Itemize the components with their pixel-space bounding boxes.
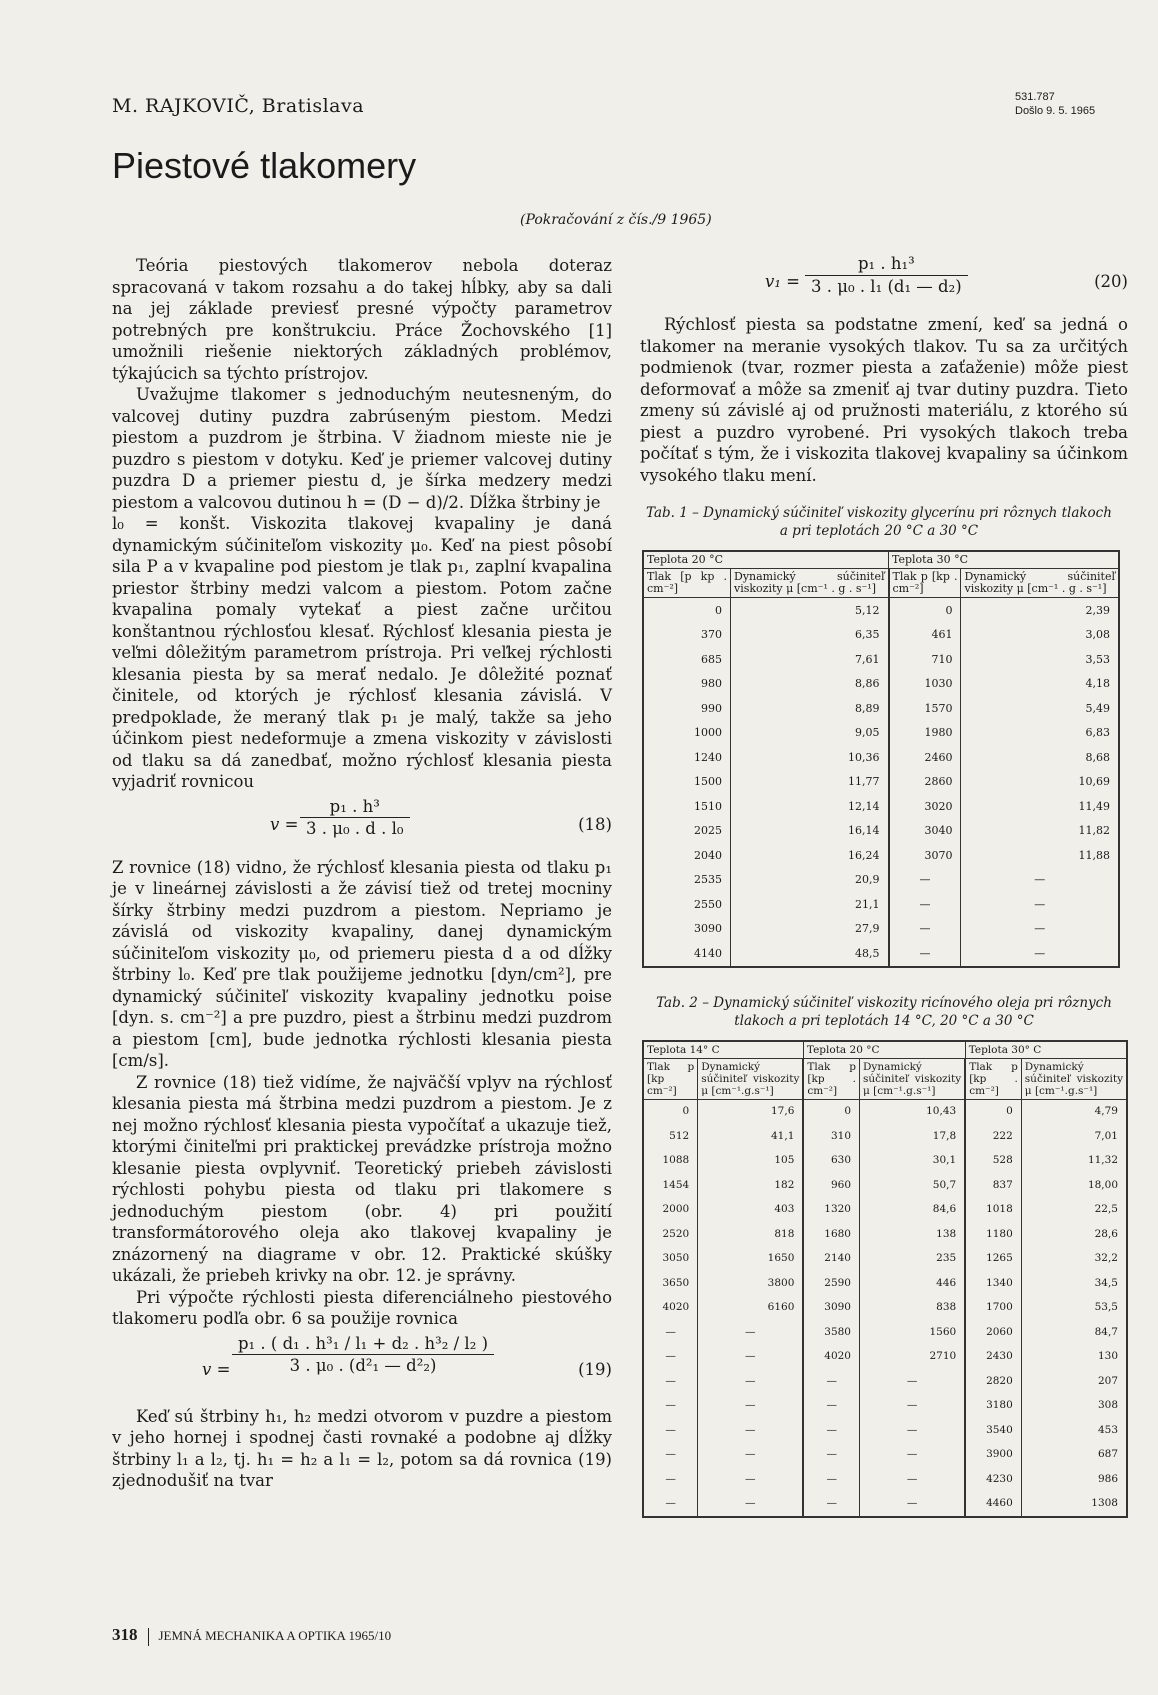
table-cell: 837	[965, 1173, 1021, 1198]
table-cell: 138	[860, 1222, 966, 1247]
table-cell: 2025	[643, 819, 731, 844]
table-cell: 960	[803, 1173, 859, 1198]
table-cell: —	[643, 1492, 698, 1518]
table-cell: 3,08	[1085, 628, 1110, 641]
table-cell: —	[860, 1443, 966, 1468]
table-cell: 50,7	[860, 1173, 966, 1198]
eq20-denominator: 3 . μ₀ . l₁ (d₁ — d₂)	[805, 275, 968, 298]
table-cell: 1680	[803, 1222, 859, 1247]
table-cell: 1570	[889, 696, 961, 721]
eq20-number: (20)	[1094, 272, 1128, 291]
table-cell: —	[860, 1492, 966, 1518]
page-footer	[112, 1625, 391, 1646]
table-cell: 2430	[965, 1345, 1021, 1370]
table-cell: 20,9	[731, 868, 889, 893]
table-cell: 6,35	[731, 623, 889, 648]
table-cell: 235	[860, 1247, 966, 1272]
table-cell: 1018	[965, 1198, 1021, 1223]
table-cell: 4,79	[1094, 1105, 1118, 1117]
table-cell: 2460	[889, 745, 961, 770]
table-cell: 7,01	[1094, 1129, 1118, 1142]
table2	[642, 1040, 1128, 1519]
table-cell: —	[860, 1394, 966, 1419]
table-cell: 685	[643, 647, 731, 672]
table-cell: 207	[1097, 1374, 1118, 1387]
equation-18	[112, 796, 612, 854]
table-cell: —	[698, 1418, 804, 1443]
table-cell: 461	[889, 623, 961, 648]
table-cell: 17,6	[698, 1099, 804, 1124]
table-cell: —	[643, 1320, 698, 1345]
table-cell: 11,82	[1078, 824, 1110, 837]
table-cell: 8,86	[731, 672, 889, 697]
table-row	[643, 1198, 1127, 1223]
table-cell: 0	[803, 1099, 859, 1124]
table1-header-pressure-20: Tlak [p kp . cm⁻²]	[643, 569, 731, 598]
table-cell: —	[803, 1418, 859, 1443]
table-cell: 3040	[889, 819, 961, 844]
eq18-denominator: 3 . μ₀ . d . l₀	[300, 817, 410, 840]
table2-header-viscosity-30: Dynamický súčiniteľ viskozity μ [cm⁻¹.g.s⁻¹]	[1021, 1058, 1127, 1099]
eq20-numerator: p₁ . h₁³	[857, 254, 915, 273]
table-row	[643, 1345, 1127, 1370]
table-cell: 28,6	[1094, 1227, 1118, 1240]
table-cell: 0	[889, 598, 961, 623]
table-cell: —	[698, 1467, 804, 1492]
table-cell: —	[698, 1394, 804, 1419]
table-row	[643, 696, 1119, 721]
table1	[642, 550, 1120, 968]
table-cell: —	[860, 1369, 966, 1394]
table-cell: 5,12	[731, 598, 889, 623]
table-row	[643, 819, 1119, 844]
table-cell: 310	[803, 1124, 859, 1149]
table-cell: 1030	[889, 672, 961, 697]
table-cell: —	[698, 1369, 804, 1394]
continuation-note: (Pokračování z čís./9 1965)	[520, 212, 712, 228]
table-cell: 1240	[643, 745, 731, 770]
table-row	[643, 1467, 1127, 1492]
table-cell: 1308	[1091, 1497, 1118, 1509]
table-cell: —	[698, 1492, 804, 1518]
table-cell: 8,89	[731, 696, 889, 721]
table-cell: 3650	[643, 1271, 698, 1296]
table-cell: 1180	[965, 1222, 1021, 1247]
table-row	[643, 745, 1119, 770]
table-cell: —	[698, 1443, 804, 1468]
table-cell: 2040	[643, 843, 731, 868]
table-cell: 3090	[803, 1296, 859, 1321]
table-cell: 2000	[643, 1198, 698, 1223]
table1-header-viscosity-30: Dynamický súčiniteľ viskozity μ [cm⁻¹ . g . s⁻¹]	[961, 569, 1119, 598]
table-cell: 3090	[643, 917, 731, 942]
table-cell: 1454	[643, 1173, 698, 1198]
table-row	[643, 623, 1119, 648]
table-cell: 6,83	[1085, 726, 1110, 739]
table2-group-14c: Teplota 14° C	[643, 1041, 803, 1059]
equation-20	[640, 253, 1128, 311]
table2-caption: Tab. 2 – Dynamický súčiniteľ viskozity ricínového oleja pri rôznych tlakoch a pri teplotách 14 °C, 20 °C a 30 °C	[656, 994, 1112, 1029]
table-cell: —	[1034, 897, 1046, 911]
table-cell: 5,49	[1085, 701, 1110, 715]
paragraph-slit-influence: Z rovnice (18) tiež vidíme, že najväčší vplyv na rýchlosť klesania piesta má štrbina medzi puzdrom a piestom. Je z nej možno rýchlosť klesania piesta vypočítať a ukazuje tiež, ktorými činiteľmi pri praktickej prevádzke prístroja možno klesanie piesta ovplyvniť. Teoretický priebeh závislosti rýchlosti pohybu piesta od tlaku pri tlakomere s jednoduchým piestom (obr. 4) pri použití transformátorového oleja ako tlakovej kvapaliny je znázornený na diagrame v obr. 12. Praktické skúšky ukázali, že priebeh krivky na obr. 12. je správny.	[112, 1072, 612, 1285]
table-cell: 630	[803, 1149, 859, 1174]
table-cell: 0	[965, 1099, 1021, 1124]
author-line: M. RAJKOVIČ, Bratislava	[112, 95, 365, 117]
table1-header-viscosity-20: Dynamický súčiniteľ viskozity μ [cm⁻¹ . g . s⁻¹]	[731, 569, 889, 598]
table-cell: 2820	[965, 1369, 1021, 1394]
table-cell: 3,53	[1085, 652, 1110, 666]
table-cell: 818	[698, 1222, 804, 1247]
table-cell: 30,1	[860, 1149, 966, 1174]
paragraph-equal-slits: Keď sú štrbiny h₁, h₂ medzi otvorom v puzdre a piestom v jeho hornej i spodnej časti rovnaké a podobne aj dĺžky štrbiny l₁ a l₂, tj. h₁ = h₂ a l₁ = l₂, potom sa dá rovnica (19) zjednodušiť na tvar	[112, 1406, 612, 1490]
table-row	[643, 1173, 1127, 1198]
table-cell: 9,05	[731, 721, 889, 746]
table-cell: —	[643, 1345, 698, 1370]
table1-caption: Tab. 1 – Dynamický súčiniteľ viskozity glycerínu pri rôznych tlakoch a pri teplotách 20 °C a 30 °C	[646, 505, 1112, 539]
table1-body	[643, 598, 1119, 967]
table-cell: 16,14	[731, 819, 889, 844]
table-cell: 2535	[643, 868, 731, 893]
table-cell: 7,61	[731, 647, 889, 672]
table-row	[643, 1492, 1127, 1518]
eq19-fraction	[232, 1333, 494, 1377]
table-cell: 1000	[643, 721, 731, 746]
table2-body	[643, 1099, 1127, 1517]
table-cell: —	[698, 1345, 804, 1370]
table-row	[643, 1099, 1127, 1124]
table-row	[643, 892, 1119, 917]
table-cell: —	[889, 917, 961, 942]
table-cell: 11,32	[1087, 1154, 1118, 1166]
table-cell: 32,2	[1094, 1252, 1118, 1264]
table-cell: 1980	[889, 721, 961, 746]
table-cell: 1320	[803, 1198, 859, 1223]
eq20-lhs: v₁ =	[765, 272, 801, 291]
table-cell: 10,69	[1078, 775, 1110, 788]
table-cell: 0	[643, 598, 731, 623]
table-cell: 22,5	[1094, 1203, 1118, 1215]
table-cell: 130	[1097, 1350, 1118, 1362]
table-cell: 3070	[889, 843, 961, 868]
table-cell: —	[860, 1467, 966, 1492]
table2-header-pressure-20: Tlak p [kp . cm⁻²]	[803, 1058, 859, 1099]
eq18-numerator: p₁ . h³	[329, 796, 380, 816]
table-cell: 0	[643, 1099, 698, 1124]
table-cell: 453	[1097, 1423, 1118, 1436]
table-cell: —	[698, 1320, 804, 1345]
table-cell: 1700	[965, 1296, 1021, 1321]
table-row	[643, 1247, 1127, 1272]
table-cell: 990	[643, 696, 731, 721]
table-cell: —	[643, 1467, 698, 1492]
table-cell: 4460	[965, 1492, 1021, 1518]
article-meta	[1015, 90, 1095, 118]
table-cell: —	[1034, 922, 1046, 935]
table-cell: —	[643, 1394, 698, 1419]
article-title: Piestové tlakomery	[112, 145, 417, 186]
table-cell: 308	[1097, 1399, 1118, 1411]
table-cell: 4,18	[1085, 677, 1110, 690]
table-cell: 16,24	[731, 843, 889, 868]
table-cell: 48,5	[731, 941, 889, 967]
table-cell: 21,1	[731, 892, 889, 917]
table-cell: —	[803, 1394, 859, 1419]
journal-name: JEMNÁ MECHANIKA A OPTIKA 1965/10	[158, 1628, 392, 1643]
table-cell: 2,39	[1085, 603, 1110, 617]
eq18-lhs: v =	[270, 814, 299, 834]
table-cell: 4020	[643, 1296, 698, 1321]
table-cell: 1560	[860, 1320, 966, 1345]
paragraph-high-pressure: Rýchlosť piesta sa podstatne zmení, keď sa jedná o tlakomer na meranie vysokých tlakov. Tu sa za určitých podmienok (tvar, rozmer piesta a zaťaženie) môže piest deformovať a môže sa zmeniť aj tvar dutiny puzdra. Tieto zmeny sú závislé aj od pružnosti materiálu, z ktorého sú piest a puzdro vyrobené. Pri vysokých tlakoch treba počítať s tým, že i viskozita tlakovej kvapaliny sa účinkom vysokého tlaku mení.	[640, 315, 1128, 485]
table-cell: —	[803, 1492, 859, 1518]
table2-header-viscosity-20: Dynamický súčiniteľ viskozity μ [cm⁻¹.g.s⁻¹]	[860, 1058, 966, 1099]
table-cell: 512	[643, 1124, 698, 1149]
eq18-number: (18)	[578, 814, 612, 834]
table2-group-20c: Teplota 20 °C	[803, 1041, 965, 1059]
table-row	[643, 917, 1119, 942]
eq19-number: (19)	[578, 1359, 612, 1379]
table-cell: 18,00	[1087, 1178, 1118, 1191]
table-row	[643, 770, 1119, 795]
table-cell: 446	[860, 1271, 966, 1296]
right-column	[640, 250, 1128, 1518]
table-cell: —	[1034, 946, 1046, 960]
table-row	[643, 1296, 1127, 1321]
table-cell: 2140	[803, 1247, 859, 1272]
table-cell: 2550	[643, 892, 731, 917]
table-cell: —	[889, 868, 961, 893]
table1-group-30c: Teplota 30 °C	[889, 551, 1120, 569]
table-cell: 27,9	[731, 917, 889, 942]
table-cell: —	[803, 1467, 859, 1492]
table-row	[643, 672, 1119, 697]
table1-header-pressure-30: Tlak p [kp . cm⁻²]	[889, 569, 961, 598]
table-row	[643, 794, 1119, 819]
table-row	[643, 598, 1119, 623]
table-cell: 1265	[965, 1247, 1021, 1272]
table-cell: 34,5	[1094, 1276, 1118, 1289]
table-cell: 53,5	[1094, 1301, 1118, 1313]
table-cell: 403	[698, 1198, 804, 1223]
table-cell: 1650	[698, 1247, 804, 1272]
table2-header-pressure-14: Tlak p [kp cm⁻²]	[643, 1058, 698, 1099]
equation-19	[112, 1333, 612, 1403]
table-cell: 10,43	[860, 1099, 966, 1124]
eq19-denominator: 3 . μ₀ . (d²₁ — d²₂)	[232, 1354, 494, 1377]
table-cell: —	[803, 1443, 859, 1468]
table2-header-viscosity-14: Dynamický súčiniteľ viskozity μ [cm⁻¹.g.s⁻¹]	[698, 1058, 804, 1099]
table-cell: 1500	[643, 770, 731, 795]
table-cell: 4230	[965, 1467, 1021, 1492]
table-cell: —	[860, 1418, 966, 1443]
table-cell: 370	[643, 623, 731, 648]
page-number: 318	[112, 1625, 138, 1644]
table-cell: 1088	[643, 1149, 698, 1174]
table-cell: 4140	[643, 941, 731, 967]
left-column	[112, 255, 612, 1492]
eq20-fraction	[805, 253, 968, 297]
received-date: Došlo 9. 5. 1965	[1015, 105, 1096, 117]
table-cell: 11,49	[1078, 799, 1110, 813]
table-row	[643, 721, 1119, 746]
table-row	[643, 1394, 1127, 1419]
table2-header-pressure-30: Tlak p [kp . cm⁻²]	[965, 1058, 1021, 1099]
table-row	[643, 1222, 1127, 1247]
table-cell: 17,8	[860, 1124, 966, 1149]
table-cell: 838	[860, 1296, 966, 1321]
table-cell: 41,1	[698, 1124, 804, 1149]
table-row	[643, 1271, 1127, 1296]
table-cell: 3050	[643, 1247, 698, 1272]
table-cell: 11,77	[731, 770, 889, 795]
footer-divider	[148, 1628, 149, 1646]
table-cell: 3900	[965, 1443, 1021, 1468]
table-cell: 2710	[860, 1345, 966, 1370]
table2-group-30c: Teplota 30° C	[965, 1041, 1127, 1059]
table-cell: 105	[698, 1149, 804, 1174]
udc-code: 531.787	[1015, 91, 1055, 103]
table-cell: 2520	[643, 1222, 698, 1247]
table-row	[643, 1443, 1127, 1468]
table-cell: 2060	[965, 1320, 1021, 1345]
table-cell: 12,14	[731, 794, 889, 819]
paragraph-intro: Teória piestových tlakomerov nebola doteraz spracovaná v takom rozsahu a do takej hĺbky, aby sa dali na jej základe previesť presné výpočty parametrov potrebných pre konštrukciu. Práce Žochovského [1] umožnili riešenie niektorých základných problémov, týkajúcich sa týchto prístrojov.	[112, 256, 612, 383]
eq19-numerator: p₁ . ( d₁ . h³₁ / l₁ + d₂ . h³₂ / l₂ )	[238, 1333, 489, 1353]
table-row	[643, 1124, 1127, 1149]
paragraph-model-cont: l₀ = konšt. Viskozita tlakovej kvapaliny je daná dynamickým súčiniteľom viskozity μ₀. Keď na piest pôsobí sila P a v kvapaline pod piestom je tlak p₁, zaplní kvapalina priestor štrbiny medzi valcom a piestom. Potom začne kvapalina pomaly vytekať a piest začne určitou konštantnou rýchlosťou klesať. Rýchlosť klesania piesta je veľmi dôležitým parametrom prístroja. Pri veľkej rýchlosti klesania piesta by sa merať nedalo. Je dôležité poznať činitele, od ktorých je rýchlosť klesania závislá. V predpoklade, že meraný tlak p₁ je malý, takže sa jeho účinkom piest nedeformuje a zmena viskozity v závislosti od tlaku sa dá zanedbať, možno rýchlosť klesania piesta vyjadriť rovnicou	[112, 514, 612, 791]
table-cell: —	[643, 1369, 698, 1394]
table-cell: 3580	[803, 1320, 859, 1345]
table-cell: 11,88	[1078, 848, 1110, 862]
table-cell: —	[889, 892, 961, 917]
eq19-lhs: v =	[202, 1359, 231, 1379]
table-cell: —	[1034, 873, 1046, 886]
table-cell: 528	[965, 1149, 1021, 1174]
paragraph-eq18-discussion: Z rovnice (18) vidno, že rýchlosť klesania piesta od tlaku p₁ je v lineárnej závislosti a že závisí tiež od tretej mocniny šírky štrbiny medzi puzdrom a piestom. Nepriamo je závislá od viskozity kvapaliny, danej dynamickým súčiniteľom viskozity μ₀, od priemeru piesta d a od dĺžky štrbiny l₀. Keď pre tlak použijeme jednotku [dyn/cm²], pre dynamický súčiniteľ viskozity kvapaliny jednotku poise [dyn. s. cm⁻²] a pre puzdro, piest a štrbinu medzi puzdrom a piestom [cm], bude jednotka rýchlosti klesania piesta [cm/s].	[112, 857, 612, 1070]
table-cell: 10,36	[731, 745, 889, 770]
table-cell: 1340	[965, 1271, 1021, 1296]
table-cell: —	[643, 1443, 698, 1468]
table-cell: 2860	[889, 770, 961, 795]
table-row	[643, 1369, 1127, 1394]
table-row	[643, 647, 1119, 672]
table-cell: 980	[643, 672, 731, 697]
table-cell: 3180	[965, 1394, 1021, 1419]
table-cell: 986	[1097, 1472, 1118, 1485]
table-cell: 3800	[698, 1271, 804, 1296]
table-cell: 3020	[889, 794, 961, 819]
table-row	[643, 843, 1119, 868]
table-cell: 84,6	[860, 1198, 966, 1223]
table-cell: 182	[698, 1173, 804, 1198]
table-cell: 687	[1097, 1448, 1118, 1460]
table-cell: 2590	[803, 1271, 859, 1296]
table-cell: 6160	[698, 1296, 804, 1321]
table-row	[643, 1320, 1127, 1345]
table-row	[643, 1418, 1127, 1443]
paragraph-model: Uvažujme tlakomer s jednoduchým neutesneným, do valcovej dutiny puzdra zabrúseným piestom. Medzi piestom a puzdrom je štrbina. V žiadnom mieste nie je puzdro s piestom v dotyku. Keď je priemer valcovej dutiny puzdra D a priemer piestu d, je šírka medzery medzi piestom a valcovou dutinou h = (D − d)/2. Dĺžka štrbiny je	[112, 385, 612, 512]
table-cell: —	[889, 941, 961, 967]
table-cell: 84,7	[1094, 1325, 1118, 1338]
table-cell: —	[803, 1369, 859, 1394]
table-row	[643, 868, 1119, 893]
table-cell: 222	[965, 1124, 1021, 1149]
table-cell: —	[643, 1418, 698, 1443]
table-cell: 710	[889, 647, 961, 672]
table-cell: 1510	[643, 794, 731, 819]
eq18-fraction	[300, 796, 410, 840]
table-cell: 3540	[965, 1418, 1021, 1443]
table-cell: 4020	[803, 1345, 859, 1370]
table-cell: 8,68	[1085, 750, 1110, 764]
table-row	[643, 941, 1119, 967]
table1-group-20c: Teplota 20 °C	[643, 551, 889, 569]
table-row	[643, 1149, 1127, 1174]
paragraph-differential: Pri výpočte rýchlosti piesta diferenciálneho piestového tlakomeru podľa obr. 6 sa použije rovnica	[112, 1287, 612, 1328]
